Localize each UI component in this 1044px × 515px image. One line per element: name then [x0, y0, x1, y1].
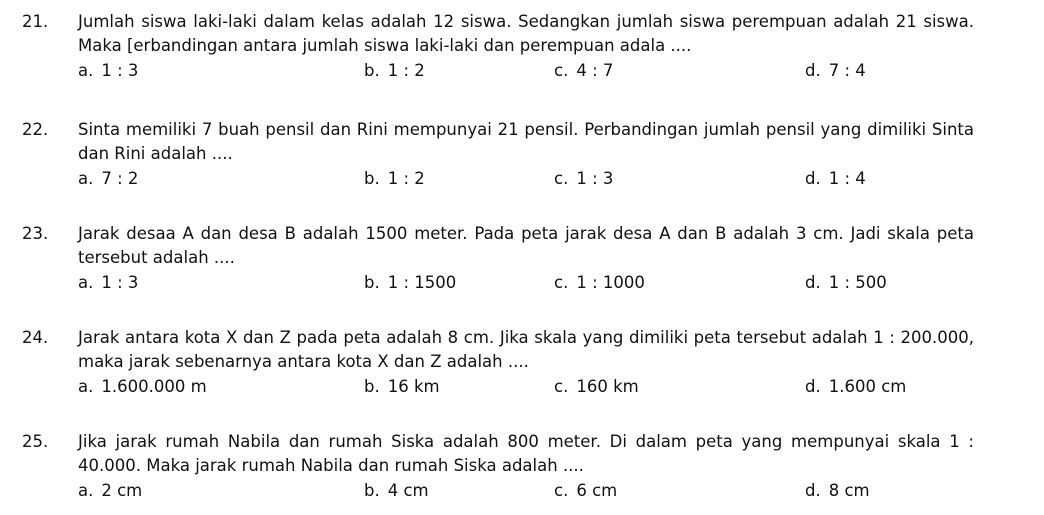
question-23: [22, 222, 974, 296]
option-value: 1.600.000 m: [101, 377, 207, 396]
option-value: 4 : 7: [576, 61, 614, 80]
option-value: 1 : 3: [576, 169, 614, 188]
question-number: 24.: [22, 328, 49, 347]
question-stem: [22, 10, 974, 58]
option-letter: b.: [364, 377, 380, 396]
option-d[interactable]: [805, 270, 887, 296]
option-value: 6 cm: [576, 481, 618, 500]
question-number: 22.: [22, 120, 49, 139]
option-value: 1 : 1000: [576, 273, 645, 292]
question-25: [22, 430, 974, 504]
option-d[interactable]: [805, 166, 866, 192]
option-b[interactable]: [364, 478, 429, 504]
question-text: Jarak desaa A dan desa B adalah 1500 meter. Pada peta jarak desa A dan B adalah 3 cm. Jadi skala peta tersebut adalah ....: [78, 224, 974, 267]
question-24: [22, 326, 974, 400]
option-letter: d.: [805, 169, 821, 188]
option-b[interactable]: [364, 58, 425, 84]
question-stem: [22, 430, 974, 478]
option-letter: c.: [554, 481, 569, 500]
option-value: 1 : 3: [101, 61, 139, 80]
question-21: [22, 10, 974, 84]
option-a[interactable]: [78, 270, 138, 296]
option-d[interactable]: [805, 374, 906, 400]
option-value: 4 cm: [387, 481, 429, 500]
option-letter: c.: [554, 61, 569, 80]
option-value: 1 : 1500: [387, 273, 457, 292]
option-d[interactable]: [805, 478, 870, 504]
option-c[interactable]: [554, 270, 645, 296]
option-letter: a.: [78, 61, 94, 80]
question-number: 21.: [22, 12, 49, 31]
option-d[interactable]: [805, 58, 866, 84]
option-b[interactable]: [364, 270, 456, 296]
option-value: 7 : 2: [101, 169, 139, 188]
option-letter: c.: [554, 273, 569, 292]
option-letter: c.: [554, 377, 569, 396]
answer-options: [22, 166, 974, 192]
option-a[interactable]: [78, 478, 142, 504]
option-letter: a.: [78, 169, 94, 188]
question-22: [22, 118, 974, 192]
option-value: 8 cm: [828, 481, 870, 500]
option-letter: d.: [805, 273, 821, 292]
option-letter: a.: [78, 481, 94, 500]
option-letter: d.: [805, 61, 821, 80]
option-value: 1 : 500: [828, 273, 887, 292]
option-value: 1 : 2: [387, 169, 425, 188]
option-a[interactable]: [78, 166, 138, 192]
option-b[interactable]: [364, 374, 440, 400]
option-a[interactable]: [78, 374, 207, 400]
question-text: Jarak antara kota X dan Z pada peta adalah 8 cm. Jika skala yang dimiliki peta tersebut adalah 1 : 200.000, maka jarak sebenarnya antara kota X dan Z adalah ....: [78, 328, 974, 371]
question-text: Jika jarak rumah Nabila dan rumah Siska adalah 800 meter. Di dalam peta yang mempunyai skala 1 : 40.000. Maka jarak rumah Nabila dan rumah Siska adalah ....: [78, 432, 974, 475]
option-value: 16 km: [387, 377, 440, 396]
option-c[interactable]: [554, 374, 639, 400]
question-stem: [22, 326, 974, 374]
option-value: 7 : 4: [828, 61, 866, 80]
option-value: 1 : 2: [387, 61, 425, 80]
option-c[interactable]: [554, 166, 613, 192]
answer-options: [22, 58, 974, 84]
option-letter: c.: [554, 169, 569, 188]
option-letter: b.: [364, 273, 380, 292]
option-a[interactable]: [78, 58, 138, 84]
option-letter: a.: [78, 273, 94, 292]
option-value: 1 : 4: [828, 169, 866, 188]
question-text: Sinta memiliki 7 buah pensil dan Rini mempunyai 21 pensil. Perbandingan jumlah pensil yang dimiliki Sinta dan Rini adalah ....: [78, 120, 974, 163]
option-letter: b.: [364, 481, 380, 500]
question-number: 23.: [22, 224, 49, 243]
option-value: 2 cm: [101, 481, 143, 500]
question-text: Jumlah siswa laki-laki dalam kelas adalah 12 siswa. Sedangkan jumlah siswa perempuan adalah 21 siswa. Maka [erbandingan antara jumlah siswa laki-laki dan perempuan adala ....: [78, 12, 974, 55]
option-value: 1.600 cm: [828, 377, 907, 396]
option-letter: d.: [805, 377, 821, 396]
option-c[interactable]: [554, 58, 613, 84]
question-stem: [22, 222, 974, 270]
option-c[interactable]: [554, 478, 617, 504]
option-letter: b.: [364, 61, 380, 80]
answer-options: [22, 478, 974, 504]
question-number: 25.: [22, 432, 49, 451]
option-b[interactable]: [364, 166, 425, 192]
option-letter: d.: [805, 481, 821, 500]
option-value: 1 : 3: [101, 273, 139, 292]
question-stem: [22, 118, 974, 166]
answer-options: [22, 374, 974, 400]
answer-options: [22, 270, 974, 296]
option-value: 160 km: [576, 377, 639, 396]
option-letter: a.: [78, 377, 94, 396]
option-letter: b.: [364, 169, 380, 188]
